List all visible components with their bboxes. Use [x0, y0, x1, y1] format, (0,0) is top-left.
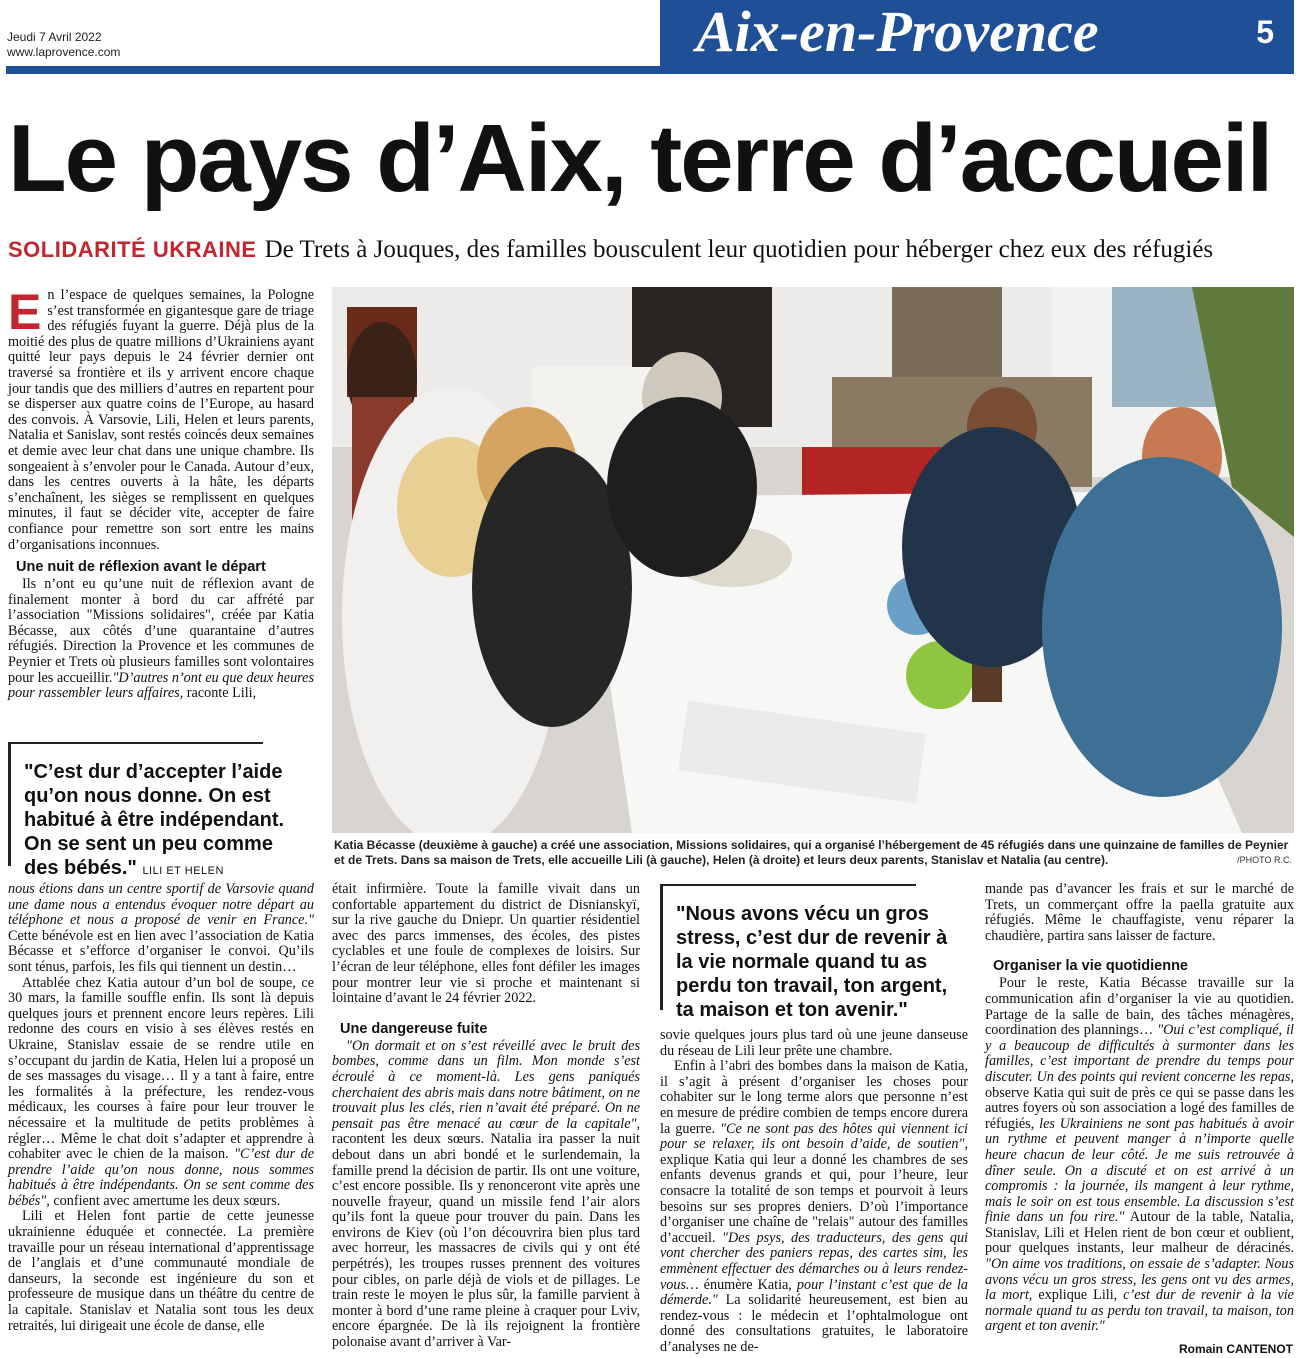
- photo-illustration: [332, 287, 1294, 833]
- issue-date-block: [7, 30, 120, 60]
- heading-nuit-reflexion: Une nuit de réflexion avant le départ: [16, 559, 266, 576]
- intro-paragraph: En l’espace de quelques semaines, la Pologne s’est transformée en gigantesque gare de triage des réfugiés fuyant la guerre. Déjà plus de la moitié des plus de quatre millions d’Ukrainiens ayant quitté leur pays depuis le 24 février dernier ont traversé sa frontière et ils y arrivent encore chaque jour tandis que des milliers d’autres en repartent pour se disperser aux quatre coins de l’Europe, au hasard des convois. À Varsovie, Lili, Helen et leurs parents, Natalia et Sanislav, sont restés coincés deux semaines et demie avec leur chat dans une unique chambre. Ils songeaient à s’envoler pour le Canada. Autour d’eux, dans les centres ouverts à la hâte, les départs s’enchaînent, les sièges se remplissent en quelques minutes, il faut se décider vite, accepter de faire confiance pour remettre son sort entre les mains d’organisations inconnues.: [8, 284, 314, 553]
- photo-caption: Katia Bécasse (deuxième à gauche) a créé une association, Missions solidaires, qui a organisé l’hébergement de 45 réfugiés dans une quinzaine de familles de Peynier et de Trets. Dans sa maison de Trets, elle accueille Lili (à gauche), Helen (à droite) et leurs deux parents, Stanislav et Natalia (au centre).: [334, 838, 1289, 867]
- paragraph: mande pas d’avancer les frais et sur le marché de Trets, un commerçant offre la paella gratuite aux réfugiés. Même le chauffagiste, venu réparer la chaudière, partira sans laisser de facture.: [985, 881, 1294, 944]
- column-3: [660, 1028, 968, 1355]
- section-masthead: [660, 0, 1294, 70]
- column-2: [332, 882, 640, 1351]
- pull-quote-1: "C’est dur d’accepter l’aide qu’on nous donne. On est habitué à être indépendant. On se sent un peu comme des bébés." LILI ET HELEN: [24, 761, 285, 879]
- pull-quote-1-source: LILI ET HELEN: [142, 865, 224, 877]
- paragraph: Enfin à l’abri des bombes dans la maison de Katia, il s’agit à présent d’organiser les choses pour cohabiter sur le long terme alors que personne n’est en mesure de prédire combien de temps encore durera la guerre. "Ce ne sont pas des hôtes qui viennent ici pour se relaxer, ils ont besoin d’aide, de soutien", explique Katia qui leur a donné les chambres de ses enfants devenus grands et qui, pour l’heure, leur consacre la totalité de son temps et pourvoit à leurs besoins sur ses propres deniers. D’où l’importance d’organiser une chaîne de "relais" autour des familles d’accueil. "Des psys, des traducteurs, des gens qui vont chercher des paniers repas, des cartes sim, les emmènent effectuer des démarches ou à leurs rendez-vous… énumère Katia, pour l’instant c’est que de la démerde." La solidarité heureusement, est bien au rendez-vous : le médecin et l’ophtalmologue ont donné des consultations gratuites, le laboratoire d’analyses ne de-: [660, 1058, 968, 1355]
- article-subtitle: De Trets à Jouques, des familles bousculent leur quotidien pour héberger chez eux des réfugiés: [264, 236, 1214, 263]
- issue-date: Jeudi 7 Avril 2022: [7, 30, 102, 44]
- section-city-title: Aix-en-Provence: [696, 0, 1099, 64]
- heading-organiser-vie: Organiser la vie quotidienne: [993, 958, 1188, 975]
- paragraph: Attablée chez Katia autour d’un bol de soupe, ce 30 mars, la famille souffle enfin. Ils sont là depuis quelques jours et prennent encore leurs repères. Lili redonne des cours en visio à ses élèves restés en Ukraine, Stanislav essaie de se rendre utile en s’occupant du jardin de Katia, Helen lui a proposé un de ses massages du visage… Il y a tant à faire, entre les formalités à la préfecture, les rendez-vous médicaux, les courses à faire pour leur trouver le nécessaire et la multitude de petits problèmes à régler… Même le chat doit s’adapter et apprendre à cohabiter avec le chien de la maison. "C’est dur de prendre l’aide qu’on nous donne, nous sommes habitués à être indépendants. On se sent comme des bébés", confient avec amertume les deux sœurs.: [8, 974, 314, 1209]
- website-url: www.laprovence.com: [7, 45, 121, 59]
- article-headline: Le pays d’Aix, terre d’accueil: [8, 105, 1272, 212]
- article-author: Romain CANTENOT: [1178, 1342, 1293, 1356]
- article-photo: [332, 287, 1294, 833]
- header-rule: [6, 66, 1294, 74]
- article-kicker: SOLIDARITÉ UKRAINE: [8, 237, 257, 262]
- page-number: 5: [1256, 14, 1274, 50]
- column-4: [985, 882, 1294, 1335]
- heading-dangereuse-fuite: Une dangereuse fuite: [340, 1020, 488, 1037]
- paragraph: "On dormait et on s’est réveillé avec le bruit des bombes, comme dans un film. Mon monde s’est écroulé à ce moment-là. Les gens paniqués cherchaient des abris mais dans notre bâtiment, on ne trouvait plus les clés, rien n’avait été préparé. On ne pensait pas être menacé au cœur de la capitale", racontent les deux sœurs. Natalia ira passer la nuit debout dans un abri bondé et le surlendemain, la famille prend la décision de partir. Ils ont une voiture, c’est encore possible. Ils y renonceront vite après une nouvelle frayeur, quand un missile fend l’air alors qu’ils font la queue pour trouver du pain. Dans les environs de Kiev (où l’on découvrira bien plus tard avec horreur, les massacres de civils qui y ont été perpétrés), les troupes russes prennent des voitures pour cibles, on parle déjà de viols et de pillages. Le train reste le moyen le plus sûr, la famille parvient à monter à bord d’une rame pleine à craquer pour Lviv, encore épargnée. De là ils rejoignent la frontière polonaise avant d’arriver à Var-: [332, 1037, 640, 1351]
- paragraph: nous étions dans un centre sportif de Varsovie quand une dame nous a entendus évoquer notre départ au téléphone et nous a proposé de venir en France." Cette bénévole est en lien avec l’association de Katia Bécasse et s’efforce d’organiser le convoi. Qu’ils sont ténus, parfois, les fils qui tiennent un destin…: [8, 881, 314, 975]
- paragraph: Lili et Helen font partie de cette jeunesse ukrainienne éduquée et connectée. La première travaille pour un réseau international d’apprentissage de l’anglais et d’une communauté mondiale de danseurs, la seconde est ingénieure du son et professeure de musique dans un théâtre du centre de la capitale. Stanislav et Natalia sont tous les deux retraités, lui dirigeait une école de danse, elle: [8, 1208, 314, 1334]
- photo-credit: /PHOTO R.C.: [1237, 855, 1292, 865]
- paragraph: était infirmière. Toute la famille vivait dans un confortable appartement du district de Disnianskyï, sur la rive gauche du Dniepr. Un quartier résidentiel avec des parcs immenses, des écoles, des pistes cyclables et une foule de complexes de loisirs. Sur l’écran de leur téléphone, elles font défiler les images pour montrer leur vie si proche et maintenant si lointaine d’avant le 24 février 2022.: [332, 881, 640, 1007]
- drop-cap: E: [8, 284, 42, 340]
- column-1-bottom: [8, 882, 314, 1334]
- article-subheadline: [8, 236, 1213, 264]
- paragraph: Ils n’ont eu qu’une nuit de réflexion avant de finalement monter à bord du car affrété par l’association "Missions solidaires", créée par Katia Bécasse, aux côtés d’une quarantaine d’autres réfugiés. Direction la Provence et les communes de Peynier et Trets où plusieurs familles sont volontaires pour les accueillir."D’autres n’ont eu que deux heures pour rassembler leurs affaires, raconte Lili,: [8, 576, 314, 702]
- column-1-top: [8, 284, 314, 702]
- paragraph: Pour le reste, Katia Bécasse travaille sur la communication afin d’organiser la vie au quotidien. Partage de la salle de bain, des tâches ménagères, coordination des plannings… "Oui c’est compliqué, il y a beaucoup de difficultés à surmonter dans les familles, c’est important de prendre du temps pour discuter. Un des points qui revient concerne les repas, observe Katia qui suit de près ce qui se passe dans les autres foyers où son association a logé des familles de réfugiés, les Ukrainiens ne sont pas habitués à avoir un rythme et peuvent manger à n’importe quelle heure chacun de leur côté. Je me suis retrouvée à dîner seule. On a discuté et on est arrivé à un compromis : la journée, ils mangent à leur rythme, mais le soir on est tous ensemble. La discussion s’est finie dans un fou rire." Autour de la table, Natalia, Stanislav, Lili et Helen rient de bon cœur et oublient, pour quelques instants, leur malheur de déracinés. "On aime vos traditions, on essaie de s’adapter. Nous avons vécu un gros stress, les gens ont vu des armes, la mort, explique Lili, c’est dur de revenir à la vie normale quand tu as perdu ton travail, ta maison, ton argent et ton avenir.": [985, 975, 1294, 1335]
- paragraph: sovie quelques jours plus tard où une jeune danseuse du réseau de Lili leur prête une chambre.: [660, 1027, 968, 1059]
- pull-quote-2: "Nous avons vécu un gros stress, c’est dur de revenir à la vie normale quand tu as perdu ton travail, ton argent, ta maison et ton avenir.": [676, 903, 948, 1021]
